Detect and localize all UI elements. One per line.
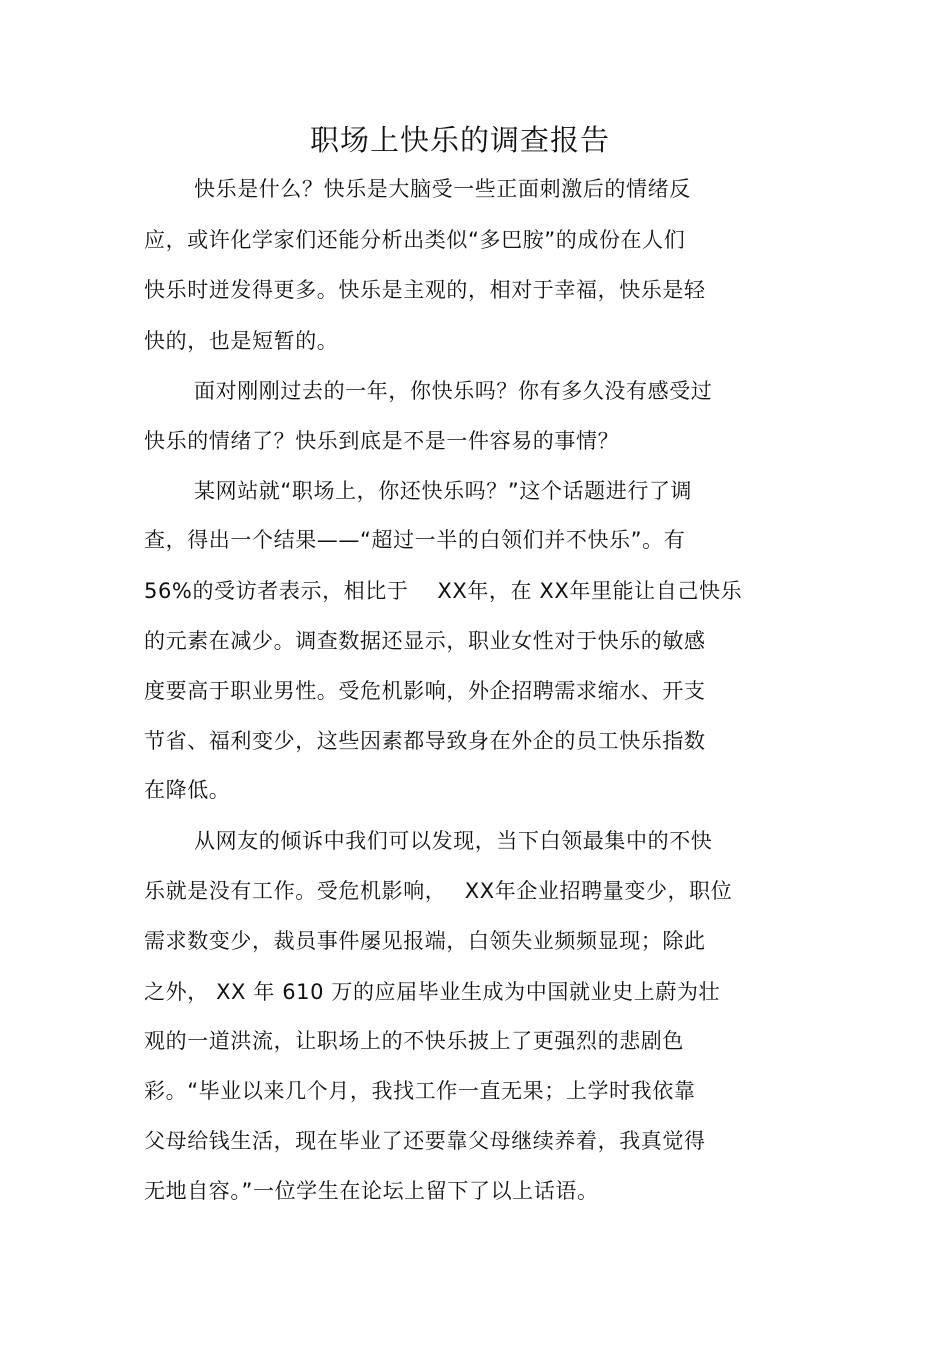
paragraph-3-line-3: 56%的受访者表示，相比于 XX年，在 XX年里能让自己快乐 (144, 579, 743, 603)
paragraph-4-line-3: 需求数变少，裁员事件屡见报端，白领失业频频显现；除此 (144, 929, 706, 953)
paragraph-3-line-2: 查，得出一个结果——“超过一半的白领们并不快乐”。有 (144, 528, 686, 552)
paragraph-4-line-4: 之外， XX 年 610 万的应届毕业生成为中国就业史上蔚为壮 (144, 980, 721, 1004)
paragraph-1-line-4: 快的，也是短暂的。 (144, 329, 339, 353)
paragraph-3-line-6: 节省、福利变少，这些因素都导致身在外企的员工快乐指数 (144, 729, 706, 753)
paragraph-4-line-5: 观的一道洪流，让职场上的不快乐披上了更强烈的悲剧色 (144, 1029, 684, 1053)
paragraph-4-line-1: 从网友的倾诉中我们可以发现，当下白领最集中的不快 (194, 829, 713, 853)
paragraph-1-line-2: 应，或许化学家们还能分析出类似“多巴胺”的成份在人们 (144, 228, 686, 252)
paragraph-3-line-4: 的元素在减少。调查数据还显示，职业女性对于快乐的敏感 (144, 629, 706, 653)
paragraph-3-line-7: 在降低。 (144, 778, 231, 802)
paragraph-1-line-3: 快乐时迸发得更多。快乐是主观的，相对于幸福，快乐是轻 (144, 278, 706, 302)
paragraph-4-line-7: 父母给钱生活，现在毕业了还要靠父母继续养着，我真觉得 (144, 1129, 706, 1153)
paragraph-3-line-1: 某网站就“职场上，你还快乐吗？”这个话题进行了调 (194, 479, 693, 503)
paragraph-4-line-2: 乐就是没有工作。受危机影响， XX年企业招聘量变少，职位 (144, 879, 733, 903)
paragraph-1-line-1: 快乐是什么？快乐是大脑受一些正面刺激后的情绪反 (194, 177, 691, 201)
paragraph-2-line-2: 快乐的情绪了？快乐到底是不是一件容易的事情？ (144, 429, 620, 453)
paragraph-2-line-1: 面对刚刚过去的一年，你快乐吗？你有多久没有感受过 (194, 379, 713, 403)
paragraph-4-line-8: 无地自容。”一位学生在论坛上留下了以上话语。 (144, 1179, 599, 1203)
paragraph-3-line-5: 度要高于职业男性。受危机影响，外企招聘需求缩水、开支 (144, 679, 706, 703)
document-title: 职场上快乐的调查报告 (309, 123, 610, 157)
paragraph-4-line-6: 彩。“毕业以来几个月，我找工作一直无果；上学时我依靠 (144, 1079, 696, 1103)
